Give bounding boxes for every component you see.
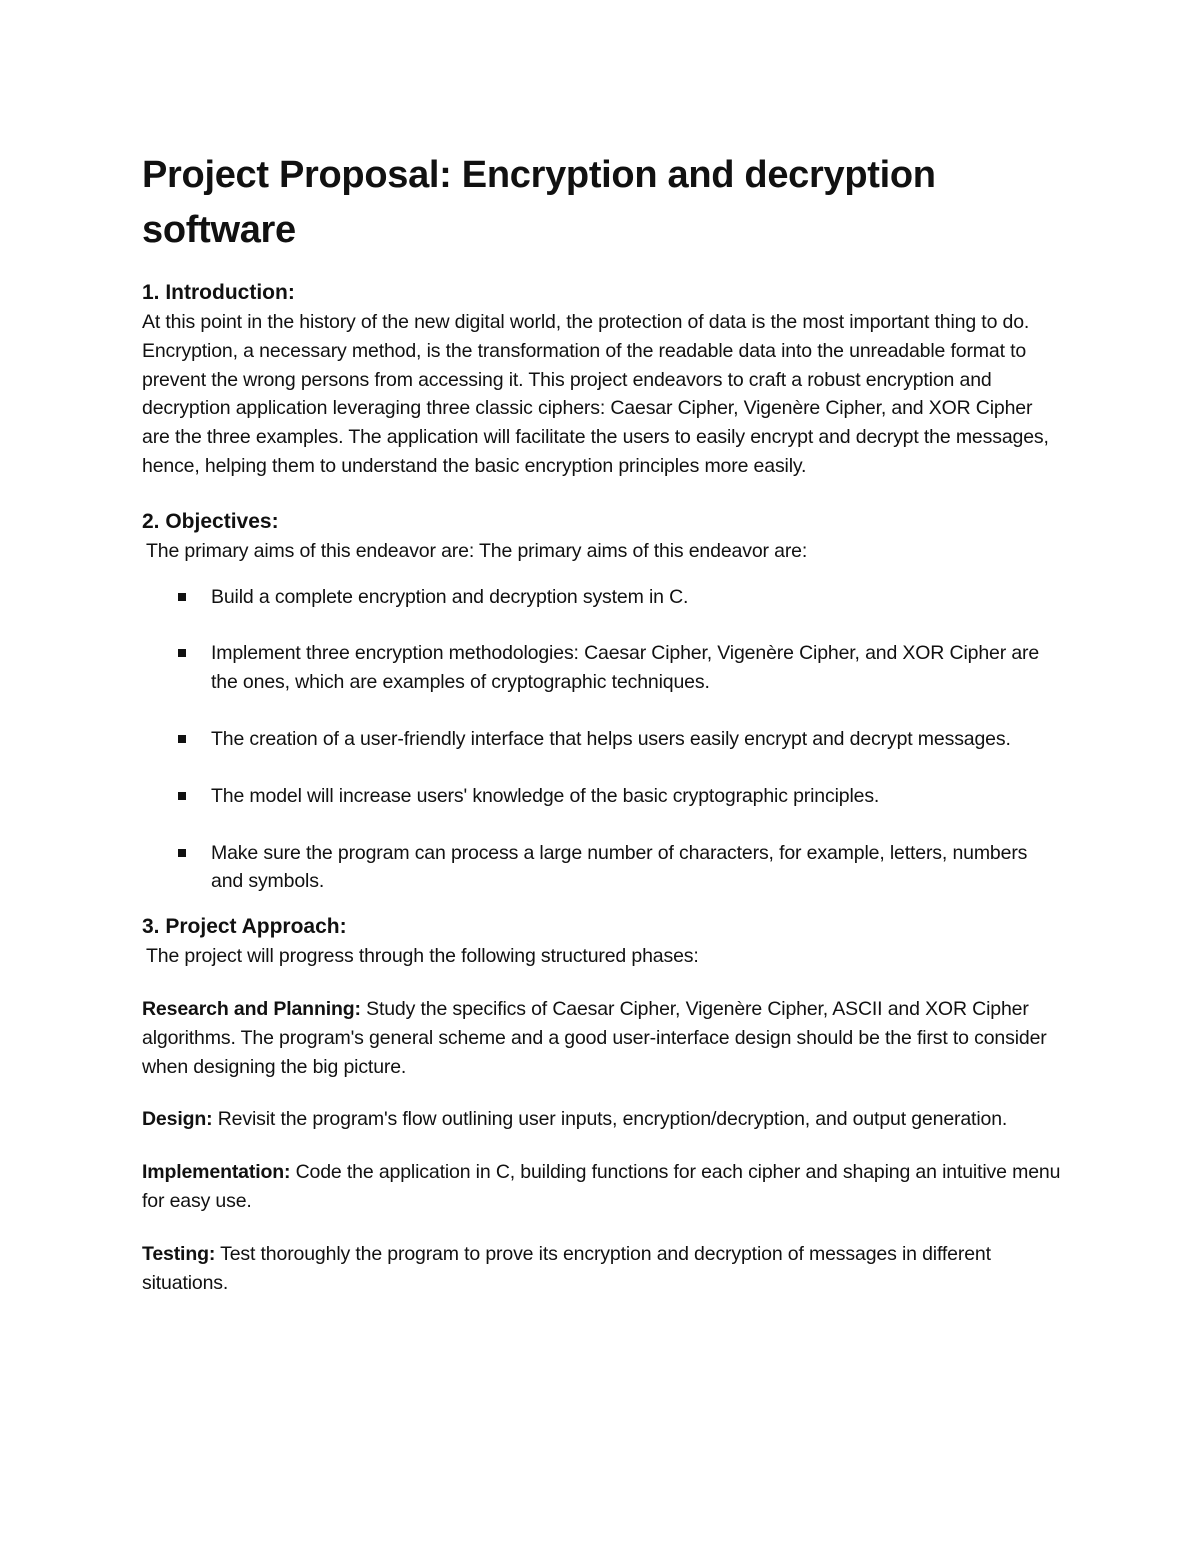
phase-research-planning [142,995,1062,1081]
document-page [142,148,1062,1321]
objective-item [142,725,1062,754]
phase-text: Code the application in C, building functions for each cipher and shaping an intuitive menu for easy use. [142,1161,1061,1212]
square-bullet-icon [178,735,186,743]
objective-text: The creation of a user-friendly interface that helps users easily encrypt and decrypt messages. [211,727,1011,750]
phase-design [142,1105,1062,1134]
square-bullet-icon [178,849,186,857]
square-bullet-icon [178,792,186,800]
phase-implementation [142,1158,1062,1216]
approach-heading: 3. Project Approach: [142,915,347,939]
approach-intro: The project will progress through the following structured phases: [146,945,699,968]
square-bullet-icon [178,593,186,601]
phase-label: Implementation: [142,1161,291,1184]
objective-text: Build a complete encryption and decryption system in C. [211,585,689,608]
introduction-heading: 1. Introduction: [142,281,295,304]
objective-item [142,839,1062,897]
objective-item [142,782,1062,811]
phase-label: Testing: [142,1242,216,1265]
phase-label: Research and Planning: [142,997,361,1020]
objective-text: The model will increase users' knowledge of the basic cryptographic principles. [211,784,880,807]
phase-label: Design: [142,1108,213,1131]
phase-text: Test thoroughly the program to prove its encryption and decryption of messages in different situations. [142,1242,991,1294]
objectives-list [142,583,1062,897]
objective-text: Implement three encryption methodologies: Caesar Cipher, Vigenère Cipher, and XOR Cipher are the ones, which are examples of cryptographic techniques. [211,642,1040,694]
phase-testing [142,1240,1062,1298]
objectives-heading: 2. Objectives: [142,509,279,533]
objectives-intro: The primary aims of this endeavor are: The primary aims of this endeavor are: [146,539,808,562]
phase-text: Study the specifics of Caesar Cipher, Vigenère Cipher, ASCII and XOR Cipher algorithms. The program's general scheme and a good user-interface design should be the first to consider when designing the big picture. [142,997,1047,1078]
objective-item [142,583,1062,612]
square-bullet-icon [178,649,186,657]
document-title: Project Proposal: Encryption and decryption software [142,154,936,251]
phase-text: Revisit the program's flow outlining user inputs, encryption/decryption, and output generation. [212,1108,1008,1131]
introduction-body: At this point in the history of the new digital world, the protection of data is the most important thing to do. Encryption, a necessary method, is the transformation of the readable data into the unreadable format to prevent the wrong persons from accessing it. This project endeavors to craft a robust encryption and decryption application leveraging three classic ciphers: Caesar Cipher, Vigenère Cipher, and XOR Cipher are the three examples. The application will facilitate the users to easily encrypt and decrypt the messages, hence, helping them to understand the basic encryption principles more easily. [142,311,1049,477]
objective-text: Make sure the program can process a large number of characters, for example, letters, numbers and symbols. [211,841,1028,893]
objective-item [142,639,1062,697]
